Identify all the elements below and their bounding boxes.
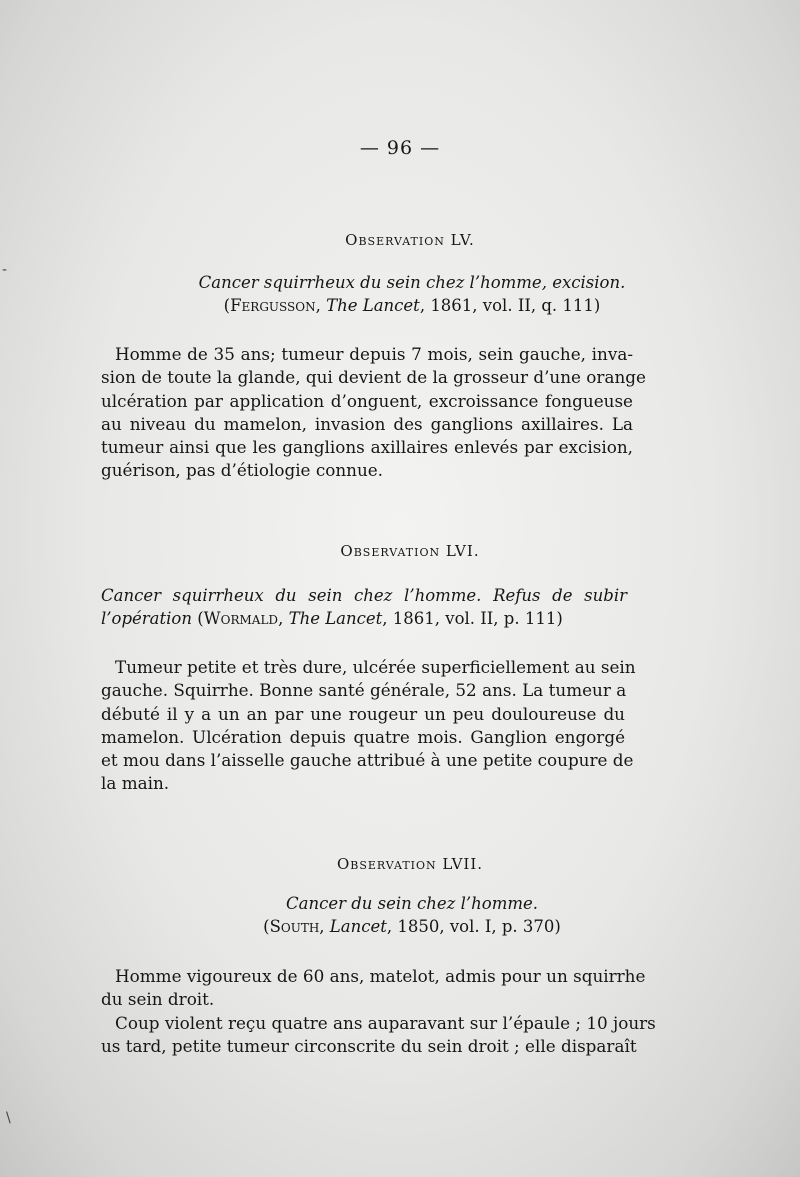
text-line: Coup violent reçu quatre ans auparavant sur l’épaule ; 10 jours bbox=[115, 1012, 656, 1033]
observation-title bbox=[96, 892, 728, 938]
observation-text bbox=[101, 965, 656, 1058]
text-line: au niveau du mamelon, invasion des ganglions axillaires. La bbox=[101, 413, 633, 434]
text-line: us tard, petite tumeur circonscrite du sein droit ; elle disparaît bbox=[101, 1035, 637, 1056]
observation-title bbox=[96, 271, 728, 317]
scan-mark: - bbox=[2, 262, 8, 278]
text-line: Tumeur petite et très dure, ulcérée superficiellement au sein bbox=[115, 657, 636, 677]
observation-text bbox=[101, 343, 646, 483]
observation-heading: Observation LVI. bbox=[340, 542, 480, 560]
title-text: Cancer squirrheux du sein chez l’homme, excision. bbox=[198, 273, 626, 292]
text-line: guérison, pas d’étiologie connue. bbox=[101, 460, 384, 481]
citation-details: 1861, vol. II, q. 111 bbox=[430, 296, 594, 315]
citation-author: Fergusson bbox=[230, 296, 316, 315]
text-line: Homme de 35 ans; tumeur depuis 7 mois, sein gauche, inva- bbox=[115, 344, 633, 364]
page-number: — 96 — bbox=[359, 137, 441, 159]
text-line: ulcération par application d’onguent, excroissance fongueuse bbox=[101, 390, 633, 411]
citation-journal: The Lancet bbox=[326, 296, 420, 315]
text-line: Homme vigoureux de 60 ans, matelot, admis pour un squirrhe bbox=[115, 966, 646, 986]
observation-heading: Observation LV. bbox=[345, 231, 475, 249]
citation-author: South bbox=[269, 917, 320, 936]
citation-details: 1850, vol. I, p. 370 bbox=[397, 917, 555, 936]
text-line: du sein droit. bbox=[101, 989, 215, 1010]
observation-title bbox=[101, 584, 627, 630]
scan-mark: \ bbox=[6, 1110, 11, 1126]
text-line: et mou dans l’aisselle gauche attribué à une petite coupure de bbox=[101, 750, 634, 771]
observation-heading: Observation LVII. bbox=[336, 855, 484, 873]
text-line: mamelon. Ulcération depuis quatre mois. Ganglion engorgé bbox=[101, 726, 625, 747]
observation-text bbox=[101, 656, 636, 796]
citation: (Fergusson, The Lancet, 1861, vol. II, q. 111) bbox=[223, 296, 601, 315]
citation-journal: The Lancet bbox=[288, 609, 383, 628]
title-text: Cancer squirrheux du sein chez l’homme. Refus de subir bbox=[101, 586, 627, 605]
citation: (South, Lancet, 1850, vol. I, p. 370) bbox=[263, 917, 561, 936]
citation-journal: Lancet bbox=[329, 917, 387, 936]
text-line: tumeur ainsi que les ganglions axillaires enlevés par excision, bbox=[101, 437, 633, 458]
citation: l’opération (Wormald, The Lancet, 1861, vol. II, p. 111) bbox=[101, 609, 563, 628]
text-line: la main. bbox=[101, 773, 170, 794]
title-text-continued: l’opération bbox=[101, 609, 192, 628]
citation-details: 1861, vol. II, p. 111 bbox=[392, 609, 557, 628]
text-line: sion de toute la glande, qui devient de la grosseur d’une orange bbox=[101, 367, 646, 388]
citation-author: Wormald bbox=[203, 609, 279, 628]
title-text: Cancer du sein chez l’homme. bbox=[286, 894, 538, 913]
text-line: gauche. Squirrhe. Bonne santé générale, 52 ans. La tumeur a bbox=[101, 680, 627, 701]
text-line: débuté il y a un an par une rougeur un peu douloureuse du bbox=[101, 703, 625, 724]
